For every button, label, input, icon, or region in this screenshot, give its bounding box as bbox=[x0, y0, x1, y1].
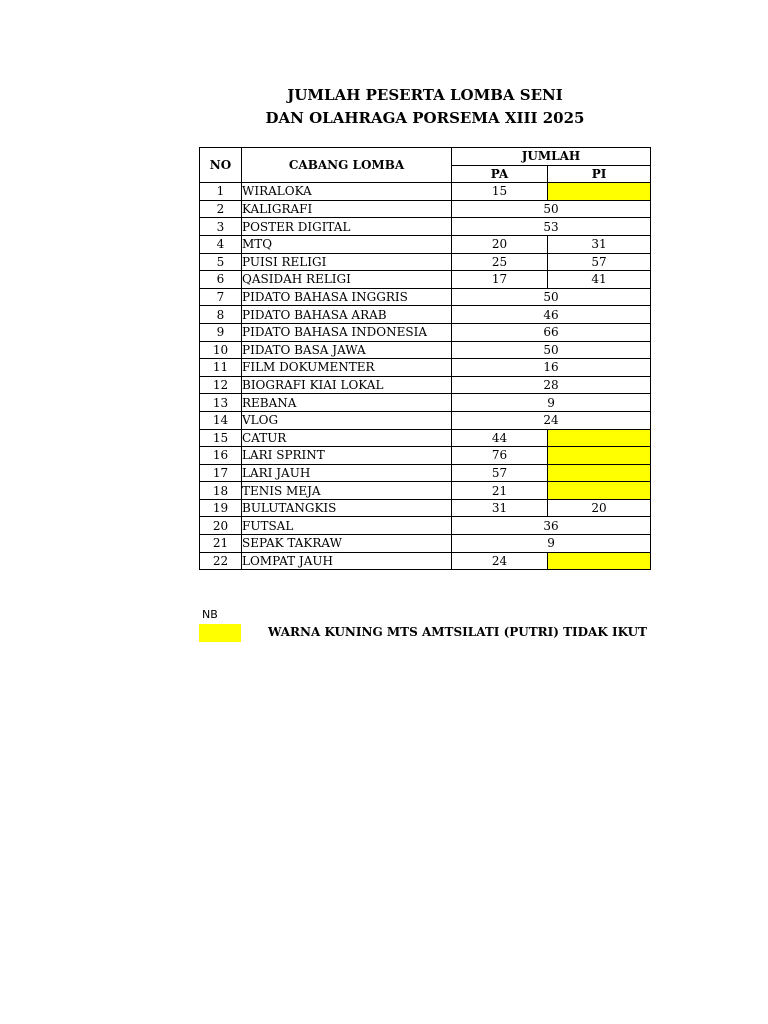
row-total-value: 53 bbox=[452, 218, 651, 236]
row-number: 2 bbox=[200, 200, 242, 218]
row-number: 13 bbox=[200, 394, 242, 412]
row-cabang-name: FILM DOKUMENTER bbox=[242, 359, 452, 377]
note-text: WARNA KUNING MTS AMTSILATI (PUTRI) TIDAK IKUT bbox=[268, 625, 647, 639]
row-pi-yellow-cell bbox=[548, 183, 651, 201]
header-cabang-lomba: CABANG LOMBA bbox=[242, 148, 452, 183]
row-pa-value: 17 bbox=[452, 271, 548, 289]
table-row bbox=[200, 359, 651, 377]
table-row bbox=[200, 271, 651, 289]
row-pa-value: 31 bbox=[452, 499, 548, 517]
row-cabang-name: QASIDAH RELIGI bbox=[242, 271, 452, 289]
row-cabang-name: FUTSAL bbox=[242, 517, 452, 535]
table-body bbox=[200, 183, 651, 570]
row-total-value: 9 bbox=[452, 535, 651, 553]
header-jumlah: JUMLAH bbox=[452, 148, 651, 166]
table-row bbox=[200, 394, 651, 412]
row-pi-yellow-cell bbox=[548, 429, 651, 447]
row-number: 15 bbox=[200, 429, 242, 447]
row-cabang-name: BULUTANGKIS bbox=[242, 499, 452, 517]
table-row bbox=[200, 464, 651, 482]
row-cabang-name: WIRALOKA bbox=[242, 183, 452, 201]
table-row bbox=[200, 218, 651, 236]
row-number: 1 bbox=[200, 183, 242, 201]
row-total-value: 9 bbox=[452, 394, 651, 412]
row-pi-yellow-cell bbox=[548, 447, 651, 465]
row-cabang-name: KALIGRAFI bbox=[242, 200, 452, 218]
row-cabang-name: CATUR bbox=[242, 429, 452, 447]
row-cabang-name: MTQ bbox=[242, 235, 452, 253]
row-pi-value: 41 bbox=[548, 271, 651, 289]
row-pa-value: 20 bbox=[452, 235, 548, 253]
row-total-value: 24 bbox=[452, 411, 651, 429]
row-number: 7 bbox=[200, 288, 242, 306]
row-cabang-name: PIDATO BAHASA ARAB bbox=[242, 306, 452, 324]
table-row bbox=[200, 323, 651, 341]
table-row bbox=[200, 183, 651, 201]
row-number: 8 bbox=[200, 306, 242, 324]
row-number: 5 bbox=[200, 253, 242, 271]
row-total-value: 50 bbox=[452, 288, 651, 306]
row-total-value: 66 bbox=[452, 323, 651, 341]
row-pa-value: 76 bbox=[452, 447, 548, 465]
row-total-value: 50 bbox=[452, 200, 651, 218]
row-total-value: 46 bbox=[452, 306, 651, 324]
table-row bbox=[200, 341, 651, 359]
row-pi-yellow-cell bbox=[548, 464, 651, 482]
row-total-value: 50 bbox=[452, 341, 651, 359]
table-row bbox=[200, 447, 651, 465]
row-cabang-name: PIDATO BASA JAWA bbox=[242, 341, 452, 359]
row-total-value: 28 bbox=[452, 376, 651, 394]
table-row bbox=[200, 535, 651, 553]
row-cabang-name: PIDATO BAHASA INDONESIA bbox=[242, 323, 452, 341]
row-cabang-name: LARI SPRINT bbox=[242, 447, 452, 465]
row-number: 4 bbox=[200, 235, 242, 253]
row-cabang-name: POSTER DIGITAL bbox=[242, 218, 452, 236]
row-pa-value: 44 bbox=[452, 429, 548, 447]
row-number: 16 bbox=[200, 447, 242, 465]
row-number: 11 bbox=[200, 359, 242, 377]
table-row bbox=[200, 499, 651, 517]
table-row bbox=[200, 288, 651, 306]
row-cabang-name: BIOGRAFI KIAI LOKAL bbox=[242, 376, 452, 394]
row-pa-value: 25 bbox=[452, 253, 548, 271]
row-cabang-name: PIDATO BAHASA INGGRIS bbox=[242, 288, 452, 306]
row-number: 18 bbox=[200, 482, 242, 500]
title-line-2: DAN OLAHRAGA PORSEMA XIII 2025 bbox=[265, 109, 585, 127]
row-pa-value: 24 bbox=[452, 552, 548, 570]
header-no: NO bbox=[200, 148, 242, 183]
title-line-1: JUMLAH PESERTA LOMBA SENI bbox=[287, 86, 563, 104]
row-number: 12 bbox=[200, 376, 242, 394]
table-row bbox=[200, 517, 651, 535]
participants-table bbox=[199, 147, 651, 570]
table-row bbox=[200, 306, 651, 324]
row-pi-yellow-cell bbox=[548, 552, 651, 570]
row-number: 14 bbox=[200, 411, 242, 429]
row-pi-value: 20 bbox=[548, 499, 651, 517]
row-number: 3 bbox=[200, 218, 242, 236]
table-row bbox=[200, 552, 651, 570]
row-number: 9 bbox=[200, 323, 242, 341]
row-pa-value: 57 bbox=[452, 464, 548, 482]
row-pa-value: 15 bbox=[452, 183, 548, 201]
row-pi-value: 31 bbox=[548, 235, 651, 253]
row-cabang-name: LOMPAT JAUH bbox=[242, 552, 452, 570]
table-row bbox=[200, 482, 651, 500]
table-row bbox=[200, 200, 651, 218]
row-pi-value: 57 bbox=[548, 253, 651, 271]
row-cabang-name: LARI JAUH bbox=[242, 464, 452, 482]
row-number: 17 bbox=[200, 464, 242, 482]
row-cabang-name: SEPAK TAKRAW bbox=[242, 535, 452, 553]
row-number: 6 bbox=[200, 271, 242, 289]
row-number: 10 bbox=[200, 341, 242, 359]
table-row bbox=[200, 253, 651, 271]
row-number: 21 bbox=[200, 535, 242, 553]
table-row bbox=[200, 429, 651, 447]
row-number: 19 bbox=[200, 499, 242, 517]
header-pi: PI bbox=[548, 165, 651, 183]
yellow-legend-swatch bbox=[199, 624, 241, 642]
row-pi-yellow-cell bbox=[548, 482, 651, 500]
header-row-1 bbox=[200, 148, 651, 166]
row-cabang-name: REBANA bbox=[242, 394, 452, 412]
row-total-value: 16 bbox=[452, 359, 651, 377]
note-label: NB bbox=[202, 608, 218, 621]
table-row bbox=[200, 235, 651, 253]
row-cabang-name: PUISI RELIGI bbox=[242, 253, 452, 271]
row-number: 20 bbox=[200, 517, 242, 535]
table-row bbox=[200, 376, 651, 394]
row-pa-value: 21 bbox=[452, 482, 548, 500]
table-row bbox=[200, 411, 651, 429]
header-pa: PA bbox=[452, 165, 548, 183]
row-total-value: 36 bbox=[452, 517, 651, 535]
row-number: 22 bbox=[200, 552, 242, 570]
row-cabang-name: VLOG bbox=[242, 411, 452, 429]
row-cabang-name: TENIS MEJA bbox=[242, 482, 452, 500]
